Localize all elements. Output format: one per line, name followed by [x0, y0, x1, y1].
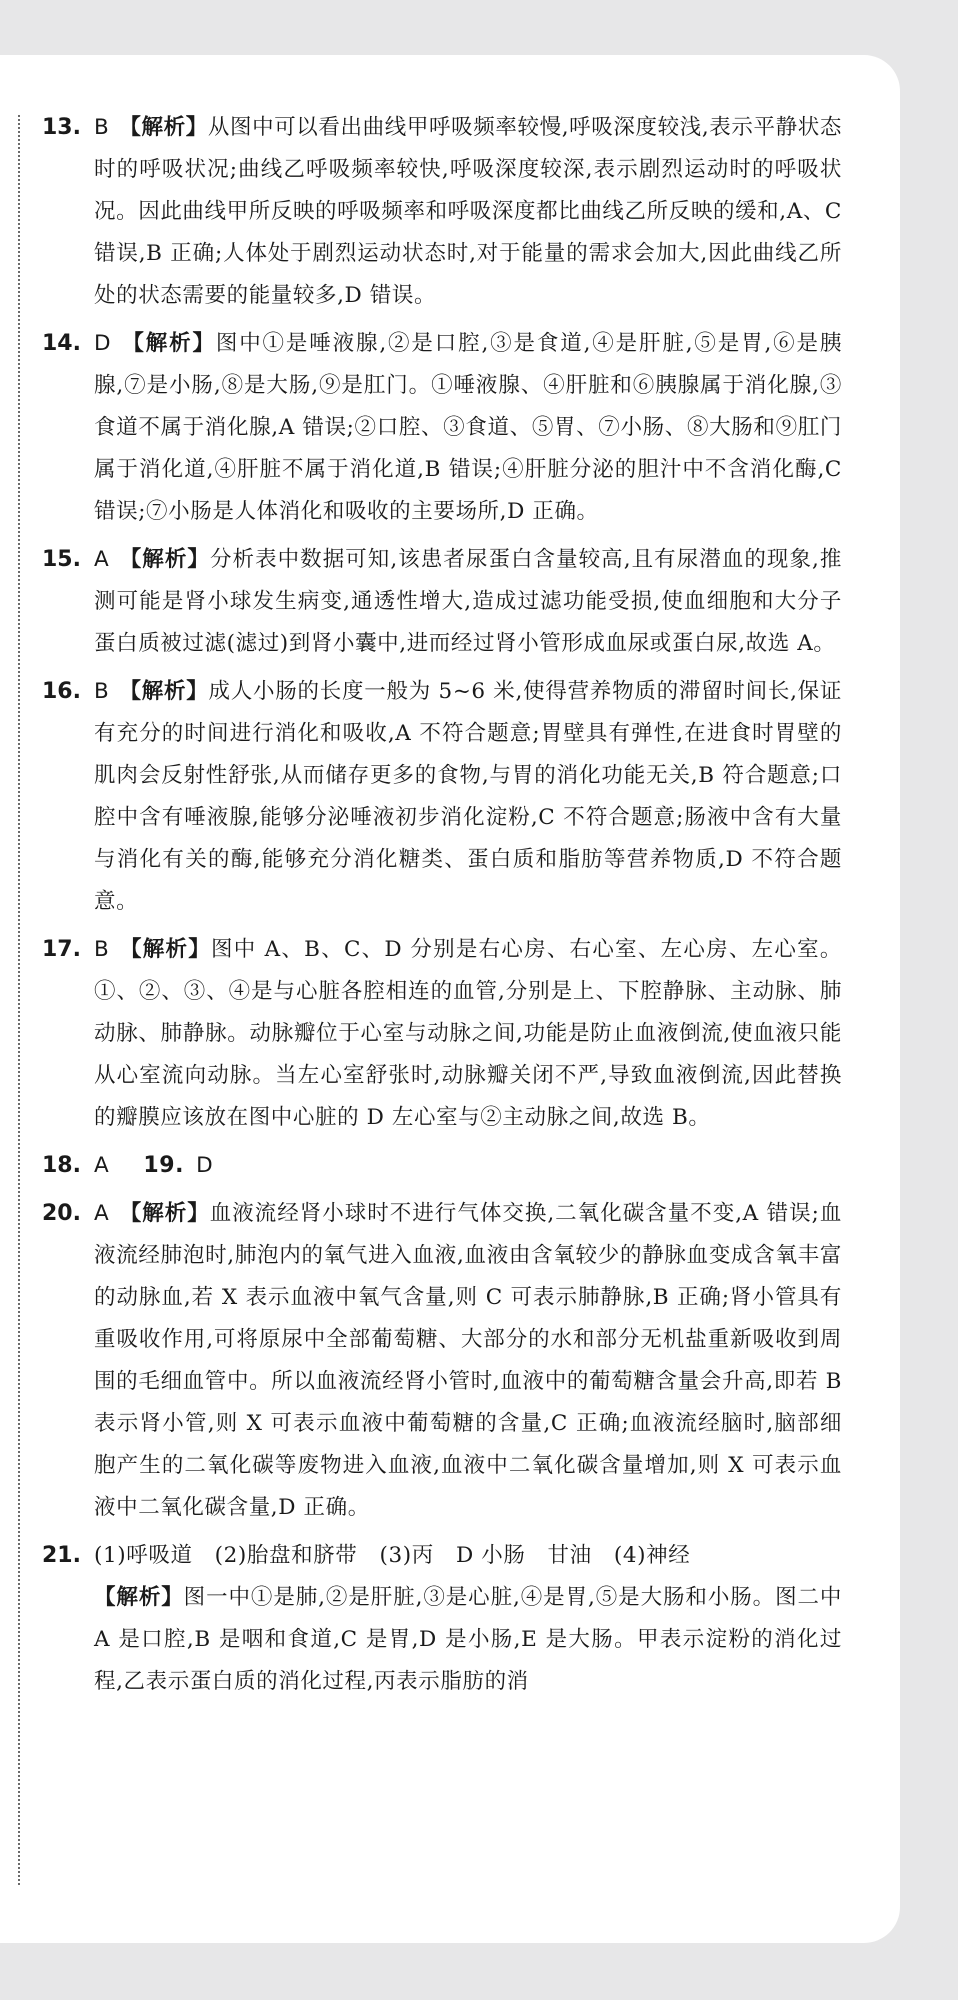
item-answer: B	[94, 937, 110, 962]
analysis-tag: 【解析】	[119, 679, 209, 704]
analysis-text: 图中①是唾液腺,②是口腔,③是食道,④是肝脏,⑤是胃,⑥是胰腺,⑦是小肠,⑧是大肠,⑨是肛门。①唾液腺、④肝脏和⑥胰腺属于消化腺,③食道不属于消化腺,A 错误;②口腔、③食道、⑤胃、⑦小肠、⑧大肠和⑨肛门属于消化道,④肝脏不属于消化道,B 错误;④肝脏分泌的胆汁中不含消化酶,C 错误;⑦小肠是人体消化和吸收的主要场所,D 正确。	[94, 331, 842, 524]
item-number: 20.	[42, 1201, 81, 1226]
answer-item-17	[42, 929, 842, 1139]
answer-items-18-19	[42, 1145, 842, 1187]
answer-list	[42, 107, 842, 1709]
item-number: 21.	[42, 1543, 81, 1568]
answer-item-15	[42, 539, 842, 665]
answer-item-18	[94, 1145, 119, 1187]
item-answer: A	[94, 1201, 110, 1226]
analysis-text: 图一中①是肺,②是肝脏,③是心脏,④是胃,⑤是大肠和小肠。图二中 A 是口腔,B 是咽和食道,C 是胃,D 是小肠,E 是大肠。甲表示淀粉的消化过程,乙表示蛋白质的消化过程,丙表示脂肪的消	[94, 1585, 842, 1694]
analysis-tag: 【解析】	[119, 115, 208, 140]
analysis-text: 图中 A、B、C、D 分别是右心房、右心室、左心房、左心室。①、②、③、④是与心脏各腔相连的血管,分别是上、下腔静脉、主动脉、肺动脉、肺静脉。动脉瓣位于心室与动脉之间,功能是防止血液倒流,使血液只能从心室流向动脉。当左心室舒张时,动脉瓣关闭不严,导致血液倒流,因此替换的瓣膜应该放在图中心脏的 D 左心室与②主动脉之间,故选 B。	[94, 937, 842, 1130]
answer-page	[0, 55, 900, 1943]
item-answer: D	[196, 1153, 214, 1178]
item-number: 15.	[42, 547, 81, 572]
answer-item-21	[42, 1535, 842, 1703]
answer-item-13	[42, 107, 842, 317]
analysis-text: 成人小肠的长度一般为 5~6 米,使得营养物质的滞留时间长,保证有充分的时间进行消化和吸收,A 不符合题意;胃壁具有弹性,在进食时胃壁的肌肉会反射性舒张,从而储存更多的食物,与胃的消化功能无关,B 符合题意;口腔中含有唾液腺,能够分泌唾液初步消化淀粉,C 不符合题意;肠液中含有大量与消化有关的酶,能够充分消化糖类、蛋白质和脂肪等营养物质,D 不符合题意。	[94, 679, 842, 914]
item-answer: B	[94, 679, 110, 704]
analysis-tag: 【解析】	[119, 937, 212, 962]
item-number: 17.	[42, 937, 81, 962]
dotted-margin-rule	[18, 115, 20, 1885]
item-answer: A	[94, 1153, 110, 1178]
analysis-tag: 【解析】	[119, 1201, 210, 1226]
answer-item-16	[42, 671, 842, 923]
item-answer: D	[94, 331, 112, 356]
item-number: 13.	[42, 115, 81, 140]
item-answer: (1)呼吸道 (2)胎盘和脐带 (3)丙 D 小肠 甘油 (4)神经	[94, 1543, 691, 1568]
item-number: 14.	[42, 331, 81, 356]
answer-item-14	[42, 323, 842, 533]
item-number: 18.	[42, 1153, 81, 1178]
analysis-tag: 【解析】	[119, 547, 210, 572]
item-answer: B	[94, 115, 110, 140]
item-number: 16.	[42, 679, 81, 704]
item-number: 19.	[143, 1153, 185, 1178]
item-answer: A	[94, 547, 110, 572]
analysis-tag: 【解析】	[121, 331, 216, 356]
answer-item-20	[42, 1193, 842, 1529]
analysis-text: 从图中可以看出曲线甲呼吸频率较慢,呼吸深度较浅,表示平静状态时的呼吸状况;曲线乙呼吸频率较快,呼吸深度较深,表示剧烈运动时的呼吸状况。因此曲线甲所反映的呼吸频率和呼吸深度都比曲线乙所反映的缓和,A、C 错误,B 正确;人体处于剧烈运动状态时,对于能量的需求会加大,因此曲线乙所处的状态需要的能量较多,D 错误。	[94, 115, 842, 308]
analysis-text: 血液流经肾小球时不进行气体交换,二氧化碳含量不变,A 错误;血液流经肺泡时,肺泡内的氧气进入血液,血液由含氧较少的静脉血变成含氧丰富的动脉血,若 X 表示血液中氧气含量,则 C 可表示肺静脉,B 正确;肾小管具有重吸收作用,可将原尿中全部葡萄糖、大部分的水和部分无机盐重新吸收到周围的毛细血管中。所以血液流经肾小管时,血液中的葡萄糖含量会升高,即若 B 表示肾小管,则 X 可表示血液中葡萄糖的含量,C 正确;血液流经脑时,脑部细胞产生的二氧化碳等废物进入血液,血液中二氧化碳含量增加,则 X 可表示血液中二氧化碳含量,D 正确。	[94, 1201, 842, 1520]
analysis-tag: 【解析】	[94, 1585, 184, 1610]
analysis-text: 分析表中数据可知,该患者尿蛋白含量较高,且有尿潜血的现象,推测可能是肾小球发生病变,通透性增大,造成过滤功能受损,使血细胞和大分子蛋白质被过滤(滤过)到肾小囊中,进而经过肾小管形成血尿或蛋白尿,故选 A。	[94, 547, 842, 656]
